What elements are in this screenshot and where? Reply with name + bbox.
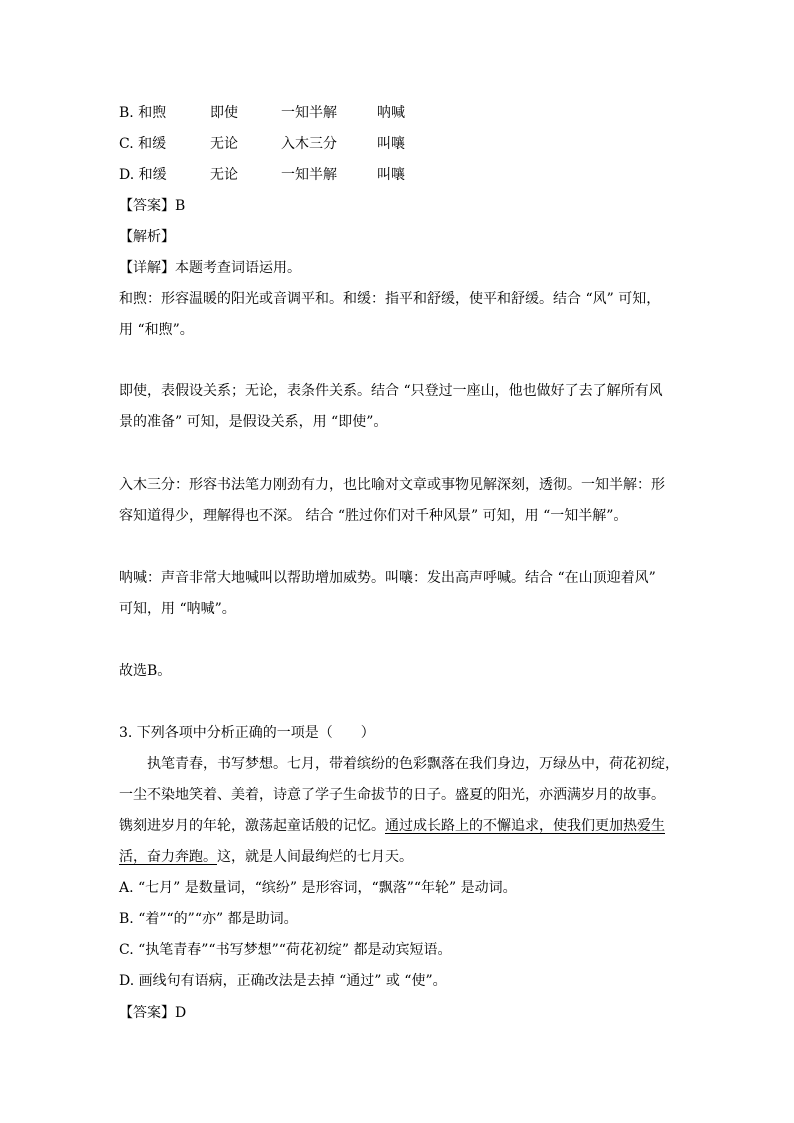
passage-line: 一尘不染地笑着、美着，诗意了学子生命拔节的日子。盛夏的阳光，亦洒满岁月的故事。 xyxy=(119,787,665,803)
analysis-paragraph-line: 容知道得少，理解得也不深。 结合 “胜过你们对千种风景” 可知，用 “一知半解”。 xyxy=(119,508,628,524)
option-word: 入木三分 xyxy=(281,136,337,152)
answer-line: 【答案】D xyxy=(119,1005,187,1021)
option-b-row xyxy=(119,103,539,123)
choice-c: C. “执笔青春”“书写梦想”“荷花初绽” 都是动宾短语。 xyxy=(119,942,452,958)
underlined-sentence: 通过成长路上的不懈追求，使我们更加热爱生 xyxy=(385,818,665,834)
option-word: 即使 xyxy=(210,105,238,121)
underlined-sentence: 活，奋力奔跑。 xyxy=(119,849,217,865)
option-word: 一知半解 xyxy=(281,167,337,183)
option-word: 呐喊 xyxy=(377,105,405,121)
passage-text: 这，就是人间最绚烂的七月天。 xyxy=(217,849,413,865)
option-c-row xyxy=(119,134,539,154)
passage-line xyxy=(119,816,665,836)
option-label: C. 和缓 xyxy=(119,136,167,152)
conclusion-line: 故选B。 xyxy=(119,663,172,679)
option-label: B. 和煦 xyxy=(119,105,167,121)
option-word: 叫嚷 xyxy=(377,136,405,152)
choice-d: D. 画线句有语病，正确改法是去掉 “通过” 或 “使”。 xyxy=(119,973,447,989)
option-word: 叫嚷 xyxy=(377,167,405,183)
analysis-paragraph-line: 呐喊：声音非常大地喊叫以帮助增加威势。叫嚷：发出高声呼喊。结合 “在山顶迎着风” xyxy=(119,570,656,586)
option-d-row xyxy=(119,165,539,185)
answer-line: 【答案】B xyxy=(119,198,186,214)
choice-a: A. “七月” 是数量词，“缤纷” 是形容词，“飘落”“年轮” 是动词。 xyxy=(119,880,517,896)
analysis-paragraph-line: 可知，用 “呐喊”。 xyxy=(119,601,236,617)
analysis-paragraph-line: 景的准备” 可知，是假设关系，用 “即使”。 xyxy=(119,414,388,430)
analysis-paragraph-line: 和煦：形容温暖的阳光或音调平和。和缓：指平和舒缓，使平和舒缓。结合 “风” 可知， xyxy=(119,291,661,307)
passage-line xyxy=(119,847,413,867)
option-word: 一知半解 xyxy=(281,105,337,121)
passage-line: 执笔青春，书写梦想。七月，带着缤纷的色彩飘落在我们身边，万绿丛中，荷花初绽， xyxy=(147,756,679,772)
analysis-paragraph-line: 用 “和煦”。 xyxy=(119,322,194,338)
analysis-heading: 【解析】 xyxy=(119,229,175,245)
passage-text: 镌刻进岁月的年轮，激荡起童话般的记忆。 xyxy=(119,818,385,834)
detail-line: 【详解】本题考查词语运用。 xyxy=(119,260,301,276)
option-label: D. 和缓 xyxy=(119,167,167,183)
option-word: 无论 xyxy=(210,167,238,183)
question-stem: 3. 下列各项中分析正确的一项是（ ） xyxy=(119,725,375,741)
analysis-paragraph-line: 入木三分：形容书法笔力刚劲有力，也比喻对文章或事物见解深刻，透彻。一知半解：形 xyxy=(119,477,665,493)
option-word: 无论 xyxy=(210,136,238,152)
choice-b: B. “着”“的”“亦” 都是助词。 xyxy=(119,911,298,927)
analysis-paragraph-line: 即使，表假设关系；无论，表条件关系。结合 “只登过一座山，他也做好了去了解所有风 xyxy=(119,383,663,399)
